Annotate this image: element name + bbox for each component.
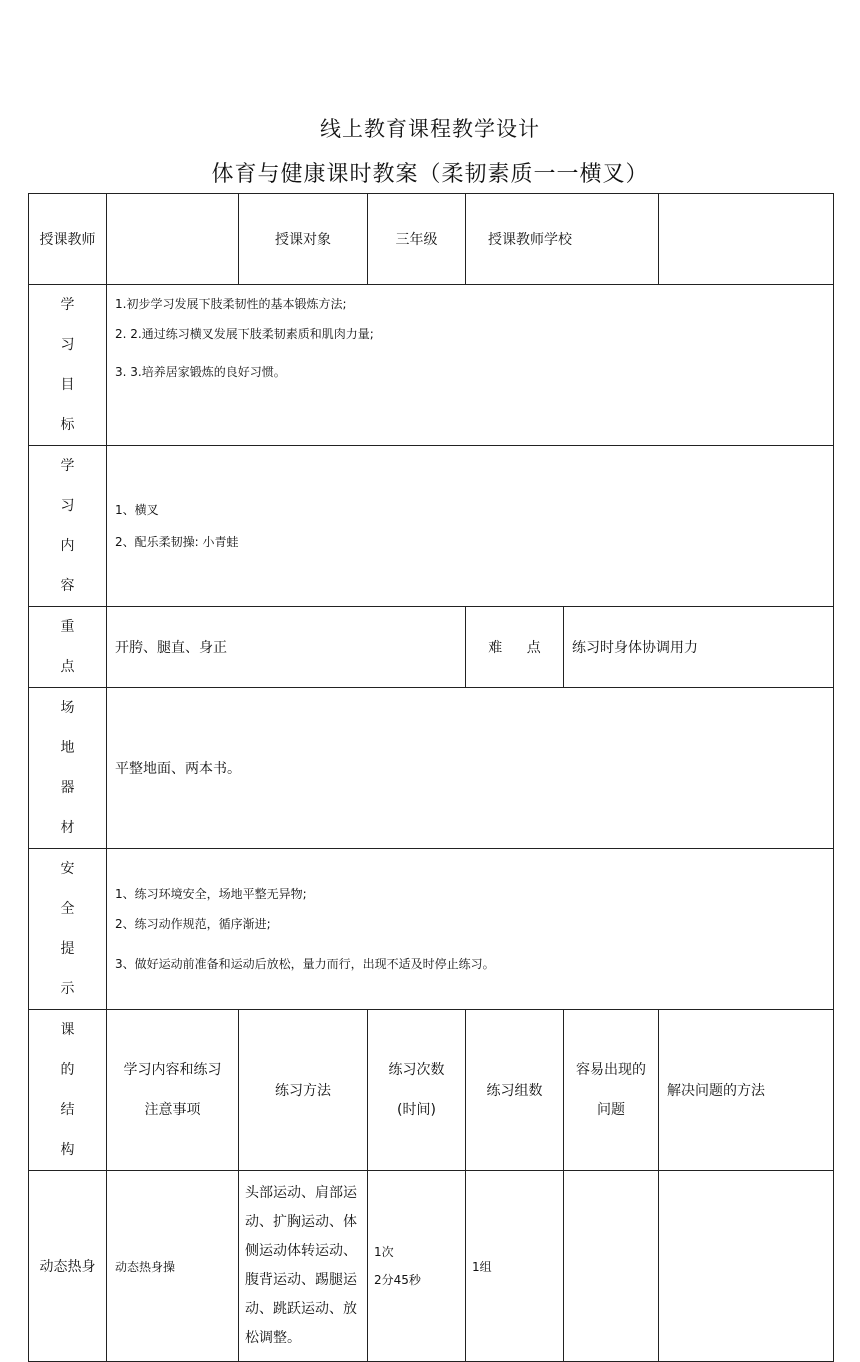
key-points-value: 开胯、腿直、身正 (107, 607, 466, 688)
col-times-line2: (时间) (397, 1102, 436, 1118)
col-content-header (107, 1010, 239, 1171)
safety-label-line2: 提 示 (60, 941, 89, 997)
content-item: 1、横叉 (115, 503, 159, 517)
teacher-label: 授课教师 (29, 194, 107, 285)
venue-label (29, 688, 107, 849)
col-times-header (368, 1010, 466, 1171)
structure-header-row (29, 1010, 834, 1171)
structure-label (29, 1010, 107, 1171)
objectives-label-line2: 目 标 (60, 377, 89, 433)
target-value: 三年级 (368, 194, 466, 285)
sets-cell: 1组 (466, 1171, 564, 1362)
times-cell (368, 1171, 466, 1362)
stage-cell: 动态热身 (29, 1171, 107, 1362)
method-cell: 头部运动、肩部运动、扩胸运动、体侧运动体转运动、腹背运动、踢腿运动、跳跃运动、放松调整。 (239, 1171, 368, 1362)
difficulty-label: 难 点 (466, 607, 564, 688)
target-label: 授课对象 (239, 194, 368, 285)
objective-item: 2. 2.通过练习横叉发展下肢柔韧素质和肌肉力量; (115, 327, 374, 341)
safety-item: 2、练习动作规范，循序渐进; (115, 917, 271, 931)
safety-item: 1、练习环境安全，场地平整无异物; (115, 887, 307, 901)
times-line1: 1次 (374, 1245, 394, 1259)
school-label: 授课教师学校 (466, 194, 659, 285)
content-row (29, 446, 834, 607)
venue-label-line1: 场 地 (60, 700, 89, 756)
objectives-label (29, 285, 107, 446)
col-content-line1: 学习内容和练习 (123, 1062, 222, 1078)
objectives-row (29, 285, 834, 446)
venue-label-line2: 器 材 (60, 780, 89, 836)
key-points-row (29, 607, 834, 688)
content-label-line2: 内 容 (60, 538, 89, 594)
lesson-plan-table (28, 193, 834, 1362)
col-sets-header: 练习组数 (466, 1010, 564, 1171)
structure-label-line2: 结 构 (60, 1102, 89, 1158)
school-value (659, 194, 834, 285)
col-method-header: 练习方法 (239, 1010, 368, 1171)
col-issues-line1: 容易出现的 (576, 1062, 646, 1078)
table-row (29, 1171, 834, 1362)
info-row (29, 194, 834, 285)
safety-list (107, 849, 834, 1010)
times-line2: 2分45秒 (374, 1273, 421, 1287)
content-label-line1: 学 习 (60, 458, 89, 514)
venue-row (29, 688, 834, 849)
issues-cell (564, 1171, 659, 1362)
difficulty-value: 练习时身体协调用力 (564, 607, 834, 688)
col-issues-line2: 问题 (597, 1102, 625, 1118)
page-title: 线上教育课程教学设计 (320, 117, 540, 141)
col-issues-header (564, 1010, 659, 1171)
objectives-list (107, 285, 834, 446)
content-item: 2、配乐柔韧操: 小青蛙 (115, 535, 239, 549)
content-cell: 动态热身操 (107, 1171, 239, 1362)
safety-label-line1: 安 全 (60, 861, 89, 917)
page-subtitle: 体育与健康课时教案（柔韧素质一一横叉） (211, 162, 649, 187)
content-label (29, 446, 107, 607)
objectives-label-line1: 学 习 (60, 297, 89, 353)
col-solutions-header: 解决问题的方法 (659, 1010, 834, 1171)
objective-item: 3. 3.培养居家锻炼的良好习惯。 (115, 365, 286, 379)
objective-item: 1.初步学习发展下肢柔韧性的基本锻炼方法; (115, 297, 347, 311)
venue-value: 平整地面、两本书。 (107, 688, 834, 849)
safety-item: 3、做好运动前准备和运动后放松，量力而行，出现不适及时停止练习。 (115, 957, 495, 971)
col-content-line2: 注意事项 (144, 1102, 201, 1118)
key-points-label: 重 点 (29, 607, 107, 688)
safety-row (29, 849, 834, 1010)
content-list (107, 446, 834, 607)
structure-label-line1: 课 的 (60, 1022, 89, 1078)
solutions-cell (659, 1171, 834, 1362)
teacher-value (107, 194, 239, 285)
col-times-line1: 练习次数 (388, 1062, 445, 1078)
safety-label (29, 849, 107, 1010)
